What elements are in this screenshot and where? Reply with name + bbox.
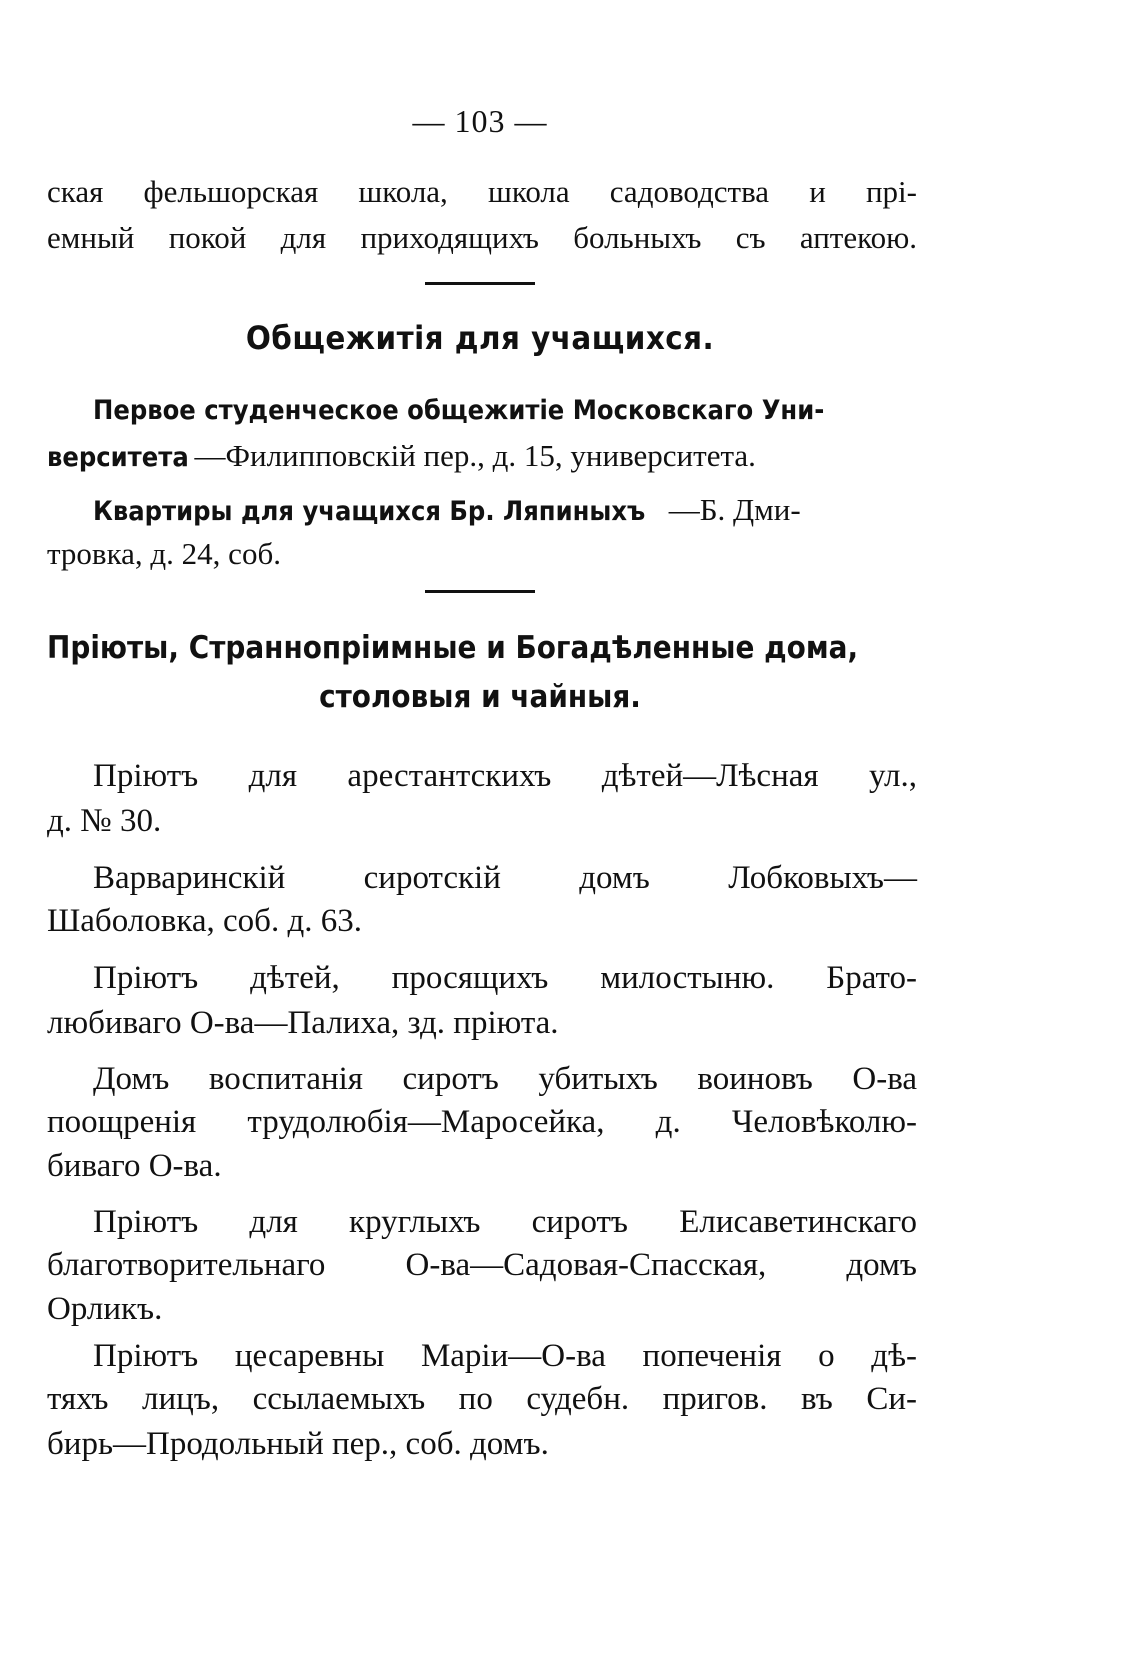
shelter-entry-4-line-2: поощренія трудолюбія—Маросейка, д. Человѣколю- <box>47 1104 917 1140</box>
shelter-entry-1-line-1: Пріютъ для арестантскихъ дѣтей—Лѣсная ул., <box>93 758 917 794</box>
shelter-entry-6-line-3: бирь—Продольный пер., соб. домъ. <box>47 1426 549 1462</box>
section-title-shelters-line-2: столовыя и чайныя. <box>319 679 641 715</box>
dormitory-entry-2-line-2: тровка, д. 24, соб. <box>47 536 281 571</box>
dormitory-entry-2-address-start: —Б. Дми- <box>668 492 801 527</box>
dormitory-entry-1-line-2 <box>47 440 917 471</box>
dormitory-entry-2-line-1 <box>93 494 917 525</box>
section-title-shelters-line-1: Пріюты, Страннопріимные и Богадѣленные дома, <box>47 630 859 666</box>
shelter-entry-4-line-1: Домъ воспитанія сиротъ убитыхъ воиновъ О-ва <box>93 1061 917 1097</box>
dormitory-entry-1-line-1: Первое студенческое общежитіе Московскаго Уни- <box>93 395 825 426</box>
shelter-entry-2-line-1: Варваринскій сиротскій домъ Лобковыхъ— <box>93 860 917 896</box>
section-divider <box>425 282 535 285</box>
dormitory-entry-1-name-end: верситета <box>47 442 189 473</box>
shelter-entry-5-line-2: благотворительнаго О-ва—Садовая-Спасская, домъ <box>47 1247 917 1283</box>
dormitory-entry-2-name: Квартиры для учащихся Бр. Ляпиныхъ <box>93 496 646 527</box>
section-title-dormitories: Общежитія для учащихся. <box>245 319 715 357</box>
shelter-entry-1-line-2: д. № 30. <box>47 803 162 839</box>
shelter-entry-2-line-2: Шаболовка, соб. д. 63. <box>47 903 362 939</box>
shelter-entry-3-line-1: Пріютъ дѣтей, просящихъ милостыню. Брато- <box>93 960 917 996</box>
shelter-entry-4-line-3: биваго О-ва. <box>47 1148 222 1184</box>
intro-line-1: ская фельшорская школа, школа садоводства и прі- <box>47 174 917 209</box>
page-number: — 103 — <box>412 103 548 139</box>
section-divider <box>425 590 535 593</box>
shelter-entry-3-line-2: любиваго О-ва—Палиха, зд. пріюта. <box>47 1005 559 1041</box>
dormitory-entry-1-address: —Филипповскій пер., д. 15, университета. <box>194 438 756 473</box>
shelter-entry-5-line-3: Орликъ. <box>47 1291 163 1327</box>
shelter-entry-6-line-2: тяхъ лицъ, ссылаемыхъ по судебн. пригов. въ Си- <box>47 1381 917 1417</box>
shelter-entry-5-line-1: Пріютъ для круглыхъ сиротъ Елисаветинскаго <box>93 1204 917 1240</box>
shelter-entry-6-line-1: Пріютъ цесаревны Маріи—О-ва попеченія о дѣ- <box>93 1338 917 1374</box>
intro-line-2: емный покой для приходящихъ больныхъ съ аптекою. <box>47 220 917 255</box>
